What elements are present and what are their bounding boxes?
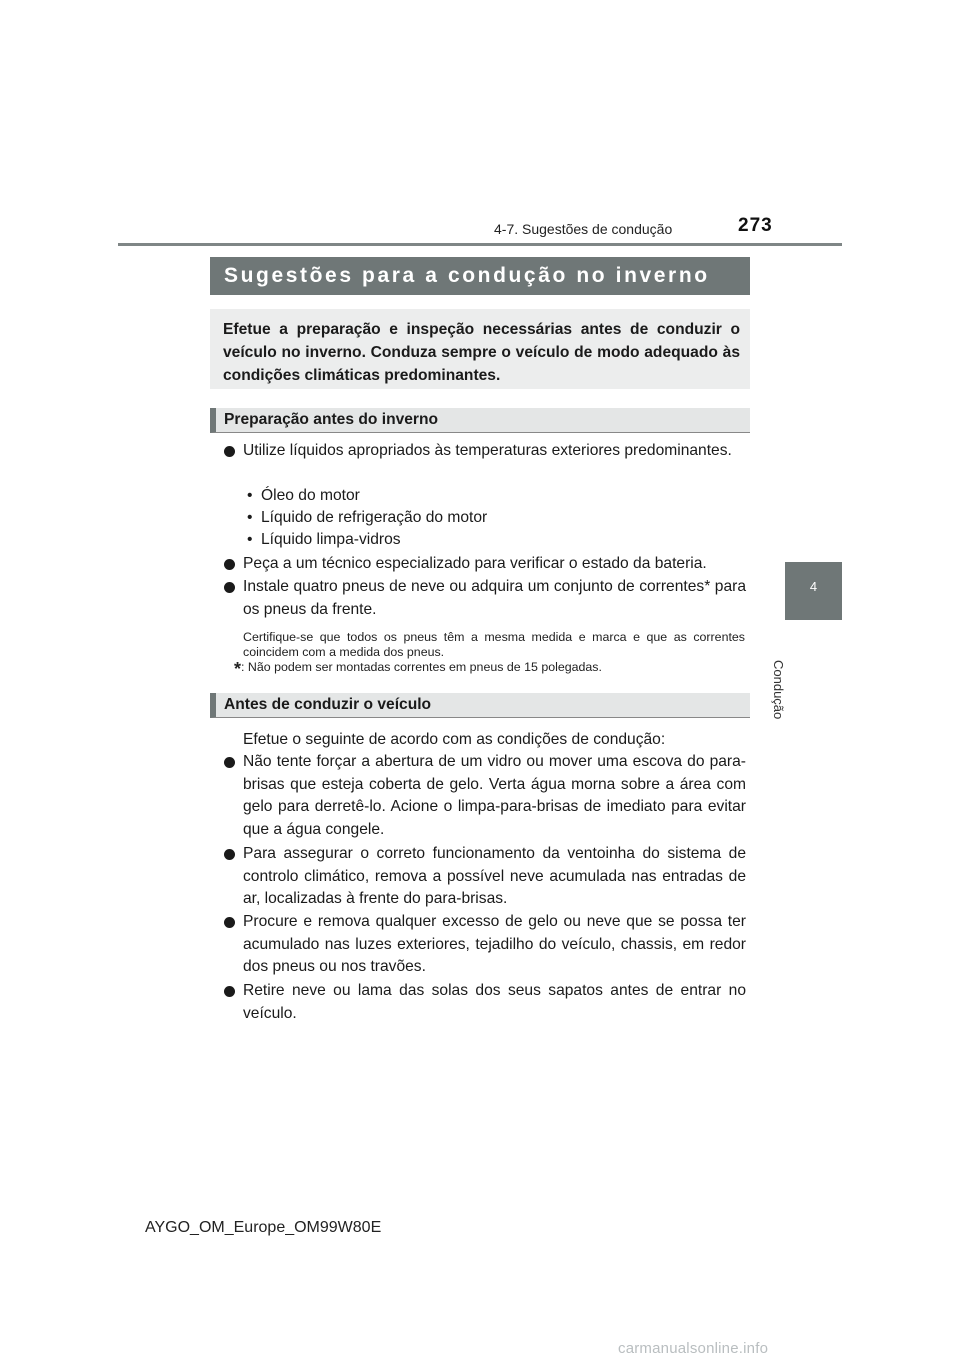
section-heading-winter-preparation: Preparação antes do inverno (210, 408, 750, 433)
chapter-label-text: Condução (771, 660, 786, 720)
document-code: AYGO_OM_Europe_OM99W80E (145, 1219, 382, 1236)
page-title: Sugestões para a condução no inverno (210, 257, 750, 295)
list-item (224, 911, 746, 979)
bullet-icon (224, 446, 235, 457)
intro-box: Efetue a preparação e inspeção necessárias antes de conduzir o veículo no inverno. Conduza sempre o veículo de modo adequado às condições climáticas predominantes. (210, 309, 750, 389)
list-item-text: Para assegurar o correto funcionamento da ventoinha do sistema de controlo climático, remova a possível neve acumulada nas entradas de ar, localizadas à frente do para-brisas. (243, 845, 746, 907)
sub-bullet-icon: • (247, 509, 253, 526)
list-item (224, 843, 746, 911)
bullet-icon (224, 849, 235, 860)
chapter-tab (785, 562, 842, 620)
list-item-text: Não tente forçar a abertura de um vidro ou mover uma escova do para-brisas que esteja coberta de gelo. Verta água morna sobre a área com gelo para derretê-lo. Acione o limpa-para-brisas de imediato para evitar que a água congele. (243, 753, 746, 838)
list-item (224, 553, 746, 576)
section-heading-before-driving: Antes de conduzir o veículo (210, 693, 750, 718)
sub-list-item (247, 529, 401, 551)
sub-list-item (247, 507, 487, 529)
sub-list-item-text: Líquido de refrigeração do motor (261, 509, 488, 526)
chapter-number: 4 (809, 579, 818, 594)
sub-list-item (247, 485, 360, 507)
footnote-mark: * (234, 659, 242, 679)
list-item-text: Instale quatro pneus de neve ou adquira um conjunto de correntes* para os pneus da frente. (243, 578, 746, 618)
bullet-icon (224, 917, 235, 928)
section-lead-text: Efetue o seguinte de acordo com as condições de condução: (243, 731, 666, 748)
bullet-icon (224, 559, 235, 570)
bullet-icon (224, 986, 235, 997)
list-item (224, 440, 746, 463)
sub-bullet-icon: • (247, 531, 253, 548)
sub-bullet-icon: • (247, 487, 253, 504)
watermark: carmanualsonline.info (618, 1340, 769, 1357)
bullet-icon (224, 757, 235, 768)
sub-list-item-text: Líquido limpa-vidros (261, 531, 401, 548)
header-divider (118, 243, 842, 246)
list-item (224, 751, 746, 841)
footnote-text: : Não podem ser montadas correntes em pneus de 15 polegadas. (241, 660, 602, 674)
sub-list-item-text: Óleo do motor (261, 487, 360, 504)
list-item (224, 980, 746, 1025)
list-item-text: Utilize líquidos apropriados às temperaturas exteriores predominantes. (243, 442, 732, 459)
list-item-text: Peça a um técnico especializado para verificar o estado da bateria. (243, 555, 707, 572)
tire-note: Certifique-se que todos os pneus têm a mesma medida e marca e que as correntes coincidem com a medida dos pneus. (243, 630, 745, 659)
list-item-text: Procure e remova qualquer excesso de gelo ou neve que se possa ter acumulado nas luzes exteriores, tejadilho do veículo, chassis, em redor dos pneus ou nos travões. (243, 913, 746, 975)
chapter-label (771, 660, 804, 740)
footnote (234, 660, 602, 677)
list-item-text: Retire neve ou lama das solas dos seus sapatos antes de entrar no veículo. (243, 982, 746, 1022)
page-number: 273 (738, 215, 773, 236)
bullet-icon (224, 582, 235, 593)
list-item (224, 576, 746, 621)
running-header-section: 4-7. Sugestões de condução (494, 221, 673, 237)
